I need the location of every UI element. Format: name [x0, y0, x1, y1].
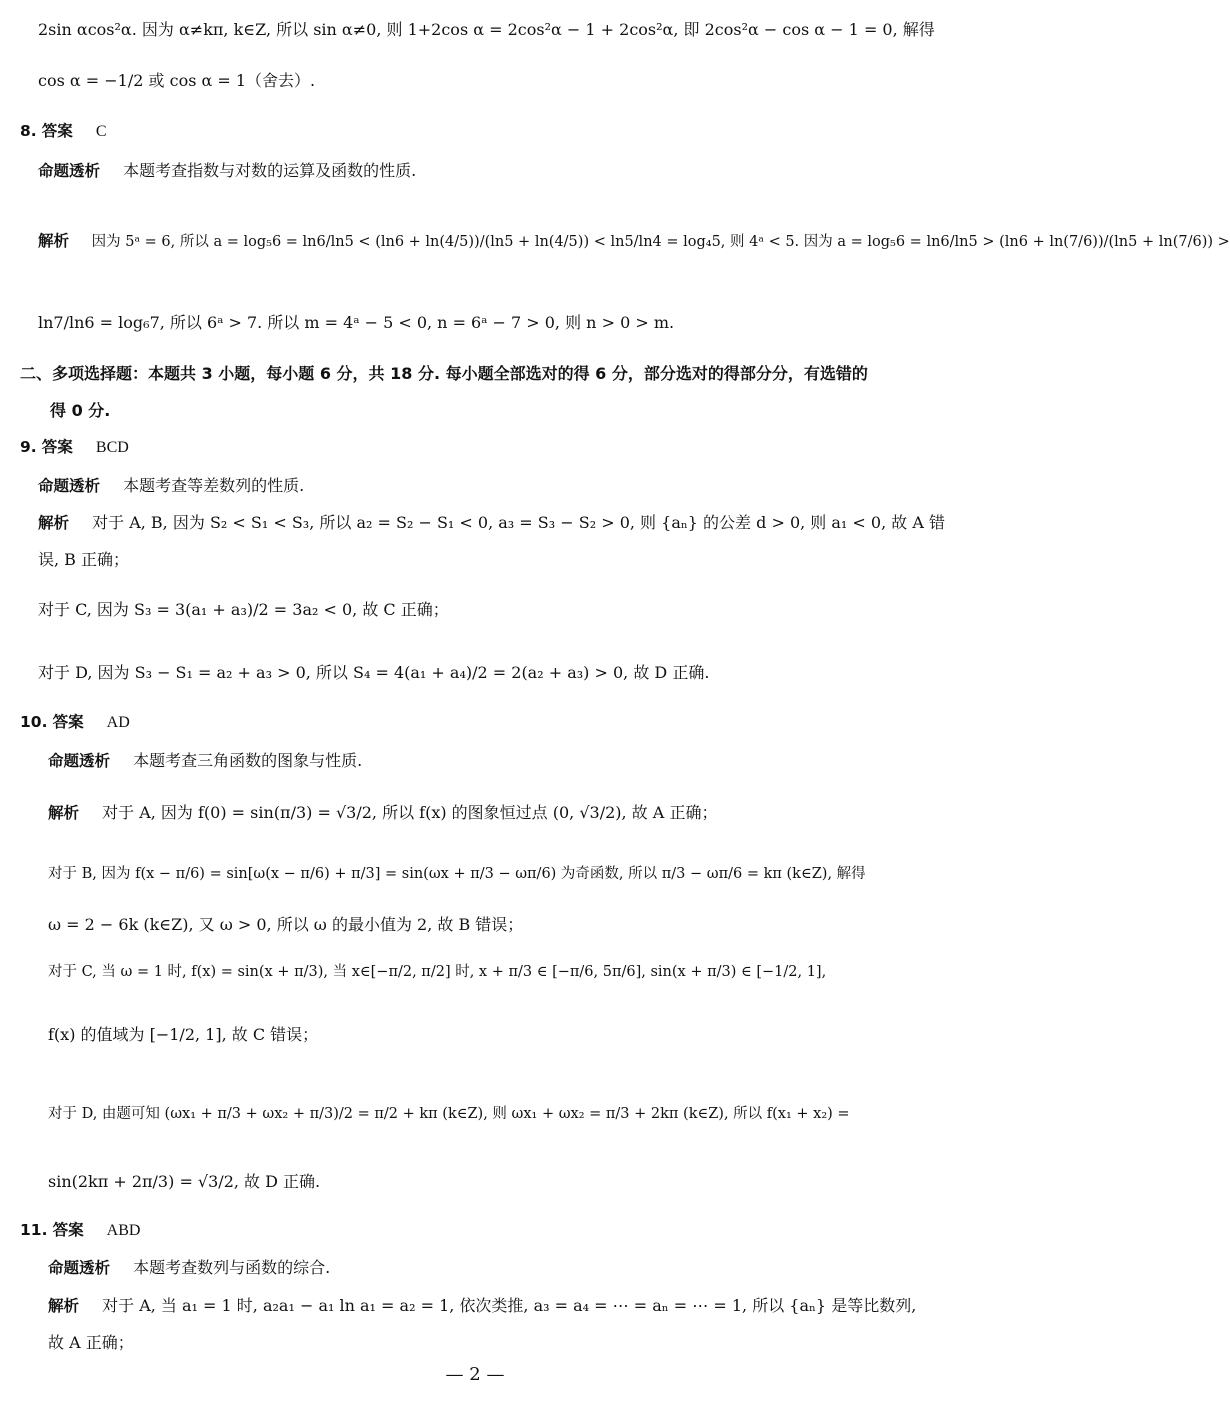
q9-analysis-line-1	[38, 513, 945, 533]
q11-analysis-line-2: 故 A 正确；	[48, 1333, 134, 1352]
q7-continuation-line-1: 2sin αcos²α. 因为 α≠kπ, k∈Z, 所以 sin α≠0, 则 1+2cos α = 2cos²α − 1 + 2cos²α, 即 2cos²α − cos α − 1 = 0, 解得	[38, 20, 935, 39]
q9-intent-text: 本题考查等差数列的性质.	[123, 476, 305, 495]
q8-analysis-label: 解析	[38, 232, 70, 250]
q9-analysis-text-1: 对于 A, B, 因为 S₂ < S₁ < S₃, 所以 a₂ = S₂ − S₁ < 0, a₃ = S₃ − S₂ > 0, 则 {aₙ} 的公差 d > 0, 则 a₁ < 0, 故 A 错	[92, 513, 946, 532]
q11-number: 11.	[20, 1221, 48, 1239]
q10-analysis-line-6: 对于 D, 由题可知 (ωx₁ + π/3 + ωx₂ + π/3)/2 = π/2 + kπ (k∈Z), 则 ωx₁ + ωx₂ = π/3 + 2kπ (k∈Z), 所以 f(x₁ + x₂) =	[48, 1106, 850, 1122]
q9-analysis-line-3: 对于 C, 因为 S₃ = 3(a₁ + a₃)/2 = 3a₂ < 0, 故 C 正确；	[38, 600, 449, 619]
q9-analysis-line-4: 对于 D, 因为 S₃ − S₁ = a₂ + a₃ > 0, 所以 S₄ = 4(a₁ + a₄)/2 = 2(a₂ + a₃) > 0, 故 D 正确.	[38, 663, 710, 682]
section-2-title-line-1: 二、多项选择题：本题共 3 小题，每小题 6 分，共 18 分. 每小题全部选对的得 6 分，部分选对的得部分分，有选错的	[20, 364, 868, 383]
section-2-title-line-2: 得 0 分.	[50, 401, 111, 420]
q8-answer-line	[20, 121, 107, 141]
q10-intent-line	[48, 751, 362, 771]
q8-number: 8.	[20, 122, 37, 140]
q10-answer-label: 答案	[52, 713, 84, 731]
q10-analysis-line-5: f(x) 的值域为 [−1/2, 1], 故 C 错误；	[48, 1025, 319, 1044]
q11-answer-line	[20, 1220, 140, 1240]
q8-intent-label: 命题透析	[38, 162, 101, 180]
q7-continuation-line-2: cos α = −1/2 或 cos α = 1（舍去）.	[38, 71, 316, 90]
q8-analysis-line-1	[38, 232, 1230, 251]
q8-intent-line	[38, 161, 416, 181]
q8-answer-label: 答案	[41, 122, 73, 140]
q10-analysis-line-2: 对于 B, 因为 f(x − π/6) = sin[ω(x − π/6) + π/3] = sin(ωx + π/3 − ωπ/6) 为奇函数, 所以 π/3 − ωπ/6 = kπ (k∈Z), 解得	[48, 866, 866, 882]
q10-intent-label: 命题透析	[48, 752, 111, 770]
q10-analysis-line-3: ω = 2 − 6k (k∈Z), 又 ω > 0, 所以 ω 的最小值为 2, 故 B 错误；	[48, 915, 524, 934]
q11-answer-value: ABD	[106, 1222, 141, 1239]
q8-analysis-text-1: 因为 5ᵃ = 6, 所以 a = log₅6 = ln6/ln5 < (ln6 + ln(4/5))/(ln5 + ln(4/5)) < ln5/ln4 = log₄5, 则 4ᵃ < 5. 因为 a = log₅6 = ln6/ln5 > (ln6 + ln(7/6))/(ln5 + ln(7/6)) >	[91, 234, 1230, 250]
q10-answer-value: AD	[106, 714, 130, 731]
q9-answer-label: 答案	[41, 438, 73, 456]
q8-answer-value: C	[95, 123, 107, 140]
q10-number: 10.	[20, 713, 48, 731]
q8-analysis-line-2: ln7/ln6 = log₆7, 所以 6ᵃ > 7. 所以 m = 4ᵃ − 5 < 0, n = 6ᵃ − 7 > 0, 则 n > 0 > m.	[38, 313, 675, 332]
q10-analysis-line-4: 对于 C, 当 ω = 1 时, f(x) = sin(x + π/3), 当 x∈[−π/2, π/2] 时, x + π/3 ∈ [−π/6, 5π/6], sin(x + π/3) ∈ [−1/2, 1],	[48, 964, 827, 980]
q11-analysis-line-1	[48, 1296, 916, 1316]
q11-analysis-label: 解析	[48, 1297, 80, 1315]
q10-intent-text: 本题考查三角函数的图象与性质.	[133, 751, 363, 770]
q9-analysis-line-2: 误, B 正确；	[38, 550, 130, 569]
q10-analysis-line-1	[48, 803, 717, 823]
q11-analysis-text-1: 对于 A, 当 a₁ = 1 时, a₂a₁ − a₁ ln a₁ = a₂ = 1, 依次类推, a₃ = a₄ = ⋯ = aₙ = ⋯ = 1, 所以 {aₙ} 是等比数列,	[102, 1296, 917, 1315]
q10-analysis-text-1: 对于 A, 因为 f(0) = sin(π/3) = √3/2, 所以 f(x) 的图象恒过点 (0, √3/2), 故 A 正确；	[102, 803, 718, 822]
q11-intent-line	[48, 1258, 330, 1278]
page-number: — 2 —	[445, 1364, 505, 1385]
q9-answer-value: BCD	[95, 439, 129, 456]
q9-answer-line	[20, 437, 129, 457]
q10-analysis-label: 解析	[48, 804, 80, 822]
q9-number: 9.	[20, 438, 37, 456]
q10-answer-line	[20, 712, 130, 732]
q8-intent-text: 本题考查指数与对数的运算及函数的性质.	[123, 161, 417, 180]
q11-intent-label: 命题透析	[48, 1259, 111, 1277]
q11-intent-text: 本题考查数列与函数的综合.	[133, 1258, 331, 1277]
q9-intent-label: 命题透析	[38, 477, 101, 495]
q11-answer-label: 答案	[52, 1221, 84, 1239]
q10-analysis-line-7: sin(2kπ + 2π/3) = √3/2, 故 D 正确.	[48, 1172, 321, 1191]
q9-intent-line	[38, 476, 304, 496]
q9-analysis-label: 解析	[38, 514, 70, 532]
